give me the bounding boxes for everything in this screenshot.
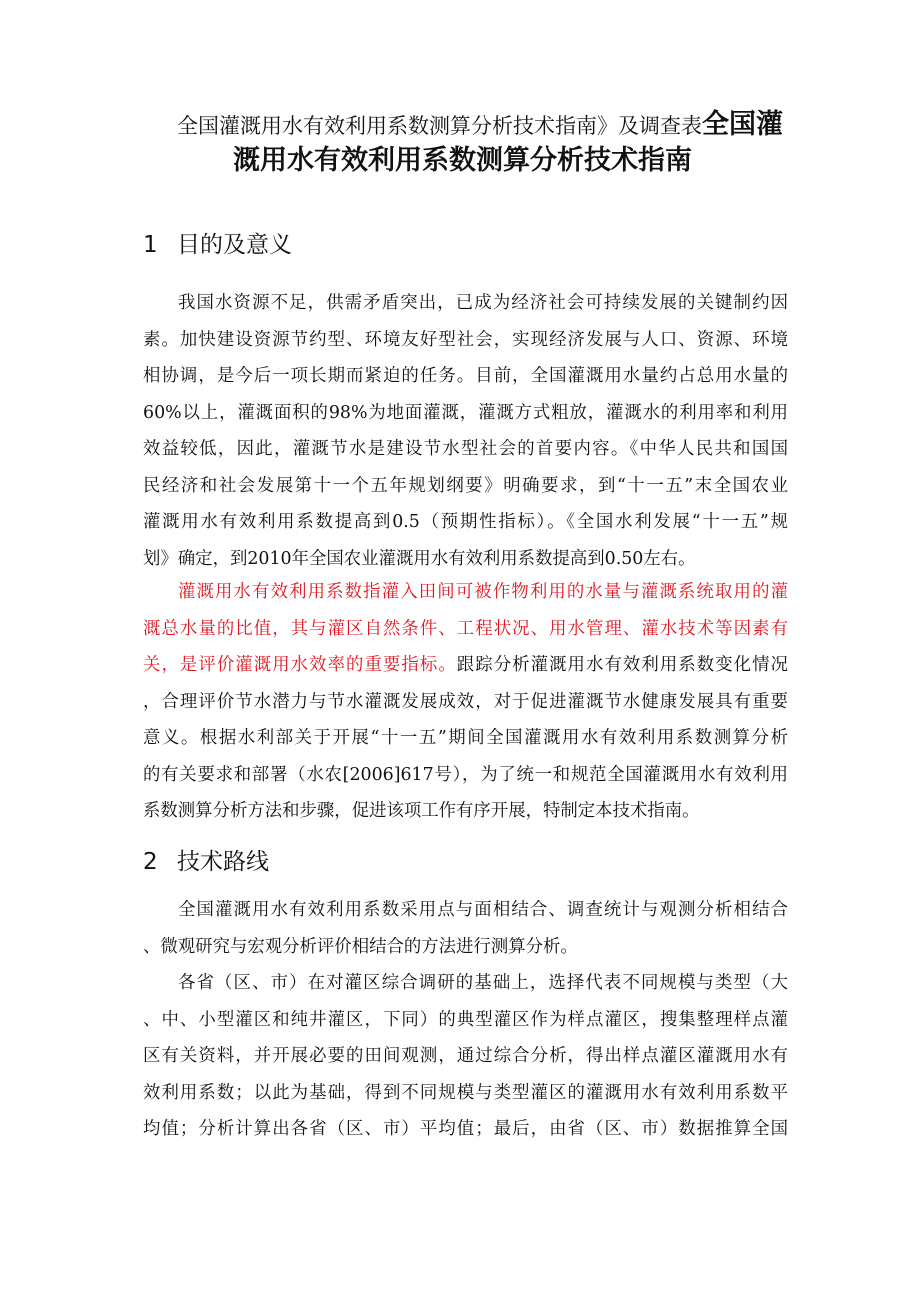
text-line: 灌溉用水有效利用系数提高到0.5（预期性指标）。《全国水利发展“十一五”规 [143, 512, 788, 532]
text-line: 各省（区、市）在对灌区综合调研的基础上，选择代表不同规模与类型（大 [178, 973, 788, 993]
text-line: 系数测算分析方法和步骤，促进该项工作有序开展，特制定本技术指南。 [143, 801, 700, 821]
document-title-line1 [140, 110, 820, 141]
document-title-line2: 溉用水有效利用系数测算分析技术指南 [233, 145, 692, 176]
section-title: 目的及意义 [177, 232, 292, 258]
paragraph-2 [143, 574, 788, 830]
highlighted-text-line: 灌溉用水有效利用系数指灌入田间可被作物利用的水量与灌溉系统取用的灌 [178, 582, 788, 602]
text-line: 意义。根据水利部关于开展“十一五”期间全国灌溉用水有效利用系数测算分析 [143, 728, 788, 748]
section-heading-2 [143, 845, 788, 879]
text: 跟踪分析灌溉用水有效利用系数变化情况 [456, 655, 788, 675]
section-number: 1 [143, 232, 158, 258]
text-line: 均值；分析计算出各省（区、市）平均值；最后，由省（区、市）数据推算全国 [143, 1119, 788, 1139]
text-line [143, 647, 788, 684]
paragraph-1 [143, 285, 788, 577]
text-line: 效利用系数；以此为基础，得到不同规模与类型灌区的灌溉用水有效利用系数平 [143, 1082, 788, 1103]
section-title: 技术路线 [177, 849, 269, 875]
text-line: 划》确定，到2010年全国农业灌溉用水有效利用系数提高到0.50左右。 [143, 548, 696, 569]
text-line: 素。加快建设资源节约型、环境友好型社会，实现经济发展与人口、资源、环境 [143, 329, 788, 350]
text-line: 、微观研究与宏观分析评价相结合的方法进行测算分析。 [143, 936, 578, 957]
text-line: ，合理评价节水潜力与节水灌溉发展成效，对于促进灌溉节水健康发展具有重要 [143, 691, 788, 712]
highlighted-text-line: 溉总水量的比值，其与灌区自然条件、工程状况、用水管理、灌水技术等因素有 [143, 618, 788, 639]
text-line: 相协调，是今后一项长期而紧迫的任务。目前，全国灌溉用水量约占总用水量的 [143, 366, 788, 386]
section-number: 2 [143, 849, 158, 875]
text-line: 效益较低，因此，灌溉节水是建设节水型社会的首要内容。《中华人民共和国国 [143, 439, 788, 459]
title-prefix: 全国灌溉用水有效利用系数测算分析技术指南》及调查表 [177, 114, 702, 138]
text-line: 我国水资源不足，供需矛盾突出，已成为经济社会可持续发展的关键制约因 [178, 293, 788, 313]
section-heading-1 [143, 228, 788, 262]
text-line: 、中、小型灌区和纯井灌区，下同）的典型灌区作为样点灌区，搜集整理样点灌 [143, 1009, 788, 1030]
title-bold-start: 全国灌 [702, 109, 783, 140]
text-line: 区有关资料，并开展必要的田间观测，通过综合分析，得出样点灌区灌溉用水有 [143, 1046, 788, 1066]
text-line: 的有关要求和部署（水农[2006]617号），为了统一和规范全国灌溉用水有效利用 [143, 764, 788, 785]
paragraph-3 [143, 892, 788, 965]
paragraph-4 [143, 965, 788, 1148]
text-line: 全国灌溉用水有效利用系数采用点与面相结合、调查统计与观测分析相结合 [178, 900, 788, 920]
highlighted-text: 关，是评价灌溉用水效率的重要指标。 [143, 655, 457, 675]
text-line: 民经济和社会发展第十一个五年规划纲要》明确要求，到“十一五”末全国农业 [143, 475, 788, 496]
text-line: 60%以上，灌溉面积的98%为地面灌溉，灌溉方式粗放，灌溉水的利用率和利用 [143, 402, 788, 423]
